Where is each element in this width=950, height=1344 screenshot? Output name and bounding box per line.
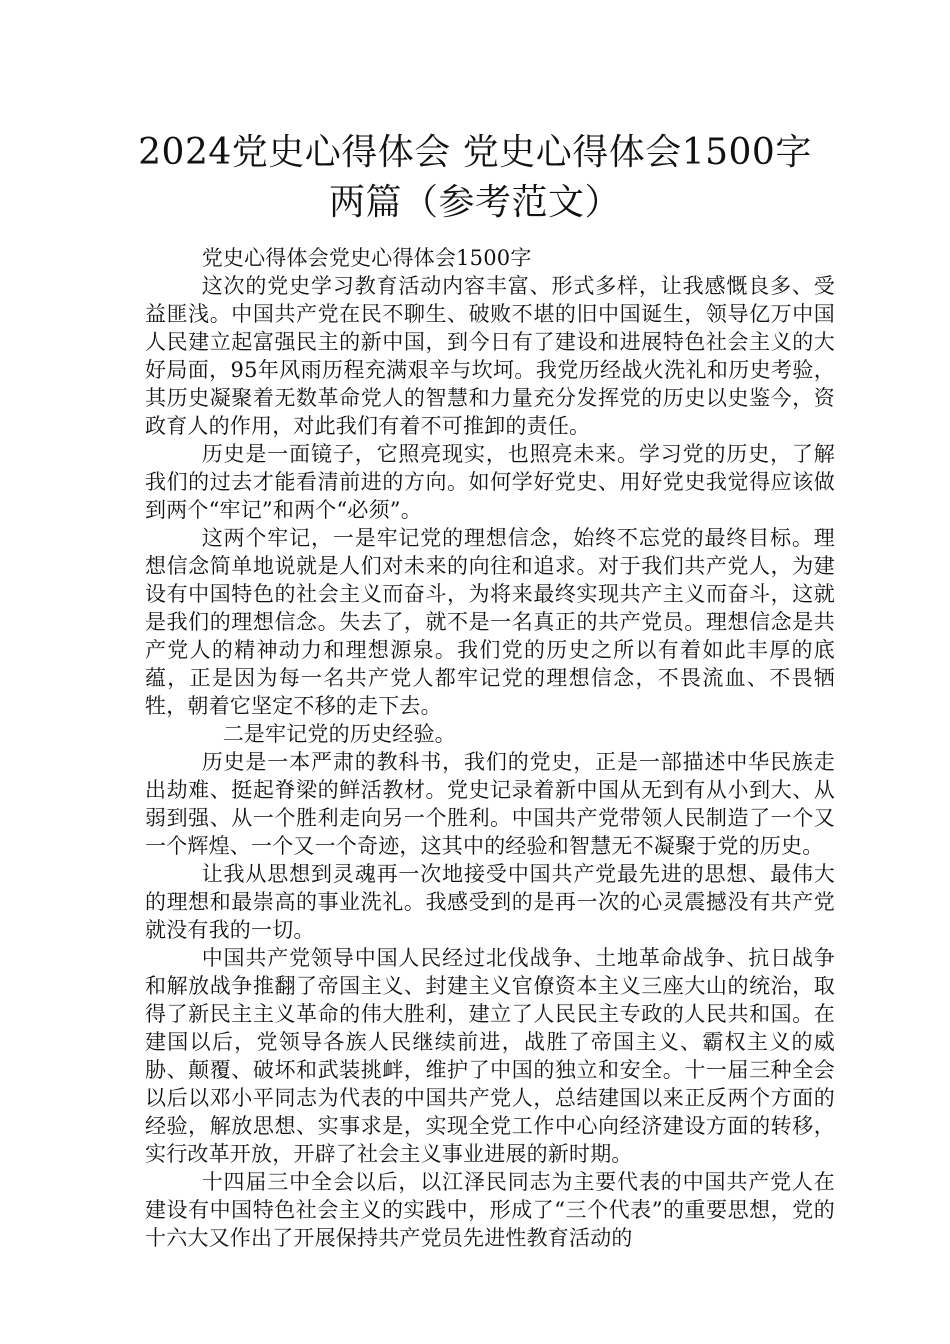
document-body: [145, 244, 835, 1252]
document-title: [120, 128, 830, 228]
paragraph: 十四届三中全会以后，以江泽民同志为主要代表的中国共产党人在建设有中国特色社会主义的实践中，形成了“三个代表”的重要思想，党的十六大又作出了开展保持共产党员先进性教育活动的: [145, 1170, 835, 1250]
paragraph: 历史是一面镜子，它照亮现实，也照亮未来。学习党的历史，了解我们的过去才能看清前进的方向。如何学好党史、用好党史我觉得应该做到两个“牢记”和两个“必须”。: [145, 442, 835, 522]
title-line-2: 两篇（参考范文）: [328, 182, 621, 223]
paragraph: 历史是一本严肃的教科书，我们的党史，正是一部描述中华民族走出劫难、挺起脊梁的鲜活教材。党史记录着新中国从无到有从小到大、从弱到强、从一个胜利走向另一个胜利。中国共产党带领人民制造了一个又一个辉煌、一个又一个奇迹，这其中的经验和智慧无不凝聚于党的历史。: [145, 750, 835, 858]
paragraph: 这两个牢记，一是牢记党的理想信念，始终不忘党的最终目标。理想信念简单地说就是人们对未来的向往和追求。对于我们共产党人，为建设有中国特色的社会主义而奋斗，为将来最终实现共产主义而奋斗，这就是我们的理想信念。失去了，就不是一名真正的共产党员。理想信念是共产党人的精神动力和理想源泉。我们党的历史之所以有着如此丰厚的底蕴，正是因为每一名共产党人都牢记党的理想信念，不畏流血、不畏牺牲，朝着它坚定不移的走下去。: [145, 526, 835, 718]
paragraph: 这次的党史学习教育活动内容丰富、形式多样，让我感慨良多、受益匪浅。中国共产党在民不聊生、破败不堪的旧中国诞生，领导亿万中国人民建立起富强民主的新中国，到今日有了建设和进展特色社会主义的大好局面，95年风雨历程充满艰辛与坎坷。我党历经战火洗礼和历史考验，其历史凝聚着无数革命党人的智慧和力量充分发挥党的历史以史鉴今，资政育人的作用，对此我们有着不可推卸的责任。: [145, 274, 835, 438]
paragraph-subtitle: 党史心得体会党史心得体会1500字: [201, 246, 532, 270]
paragraph: 让我从思想到灵魂再一次地接受中国共产党最先进的思想、最伟大的理想和最崇高的事业洗礼。我感受到的是再一次的心灵震撼没有共产党就没有我的一切。: [145, 862, 835, 942]
paragraph: 中国共产党领导中国人民经过北伐战争、土地革命战争、抗日战争和解放战争推翻了帝国主义、封建主义官僚资本主义三座大山的统治，取得了新民主主义革命的伟大胜利，建立了人民民主专政的人民共和国。在建国以后，党领导各族人民继续前进，战胜了帝国主义、霸权主义的威胁、颠覆、破坏和武装挑衅，维护了中国的独立和安全。十一届三种全会以后以邓小平同志为代表的中国共产党人，总结建国以来正反两个方面的经验，解放思想、实事求是，实现全党工作中心向经济建设方面的转移，实行改革开放，开辟了社会主义事业进展的新时期。: [145, 946, 835, 1166]
title-line-1: 2024党史心得体会 党史心得体会1500字: [138, 132, 812, 173]
paragraph-heading: 二是牢记党的历史经验。: [222, 722, 456, 746]
